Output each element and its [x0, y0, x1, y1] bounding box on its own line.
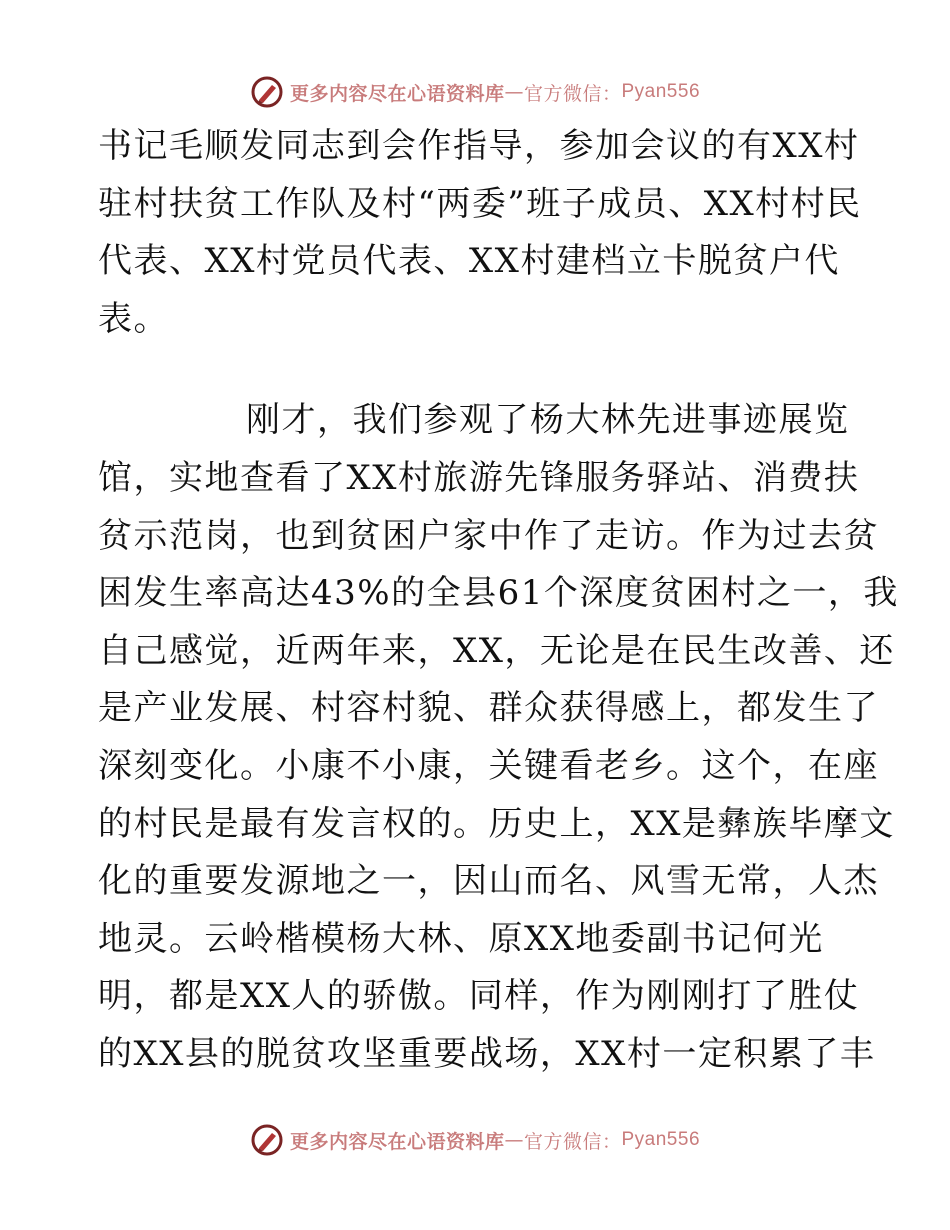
- text-line: 困发生率高达43%的全县61个深度贫困村之一，我: [98, 573, 899, 614]
- paragraph-spacer: [98, 348, 868, 392]
- text-line: 深刻变化。小康不小康，关键看老乡。这个，在座: [98, 745, 879, 786]
- banner-main-text: 更多内容尽在心语资料库: [289, 1130, 505, 1153]
- text-line: 是产业发展、村容村貌、群众获得感上，都发生了: [98, 688, 879, 729]
- banner-dash: —: [504, 81, 524, 103]
- text-line: 表。: [98, 298, 169, 339]
- banner-wechat-label: 官方微信：: [523, 82, 622, 105]
- document-body: [98, 118, 899, 1084]
- banner-wechat-id: Pyan556: [621, 81, 701, 102]
- text-line: 自己感觉，近两年来，XX，无论是在民生改善、还: [98, 630, 895, 671]
- banner-wechat-id: Pyan556: [621, 1129, 701, 1150]
- text-line: 化的重要发源地之一，因山而名、风雪无常，人杰: [98, 861, 879, 902]
- pen-circle-logo-icon: [250, 1123, 284, 1157]
- text-line: 明，都是XX人的骄傲。同样，作为刚刚打了胜仗: [98, 976, 860, 1017]
- text-line: 书记毛顺发同志到会作指导，参加会议的有XX村: [98, 126, 860, 166]
- paragraph-2: [98, 392, 899, 1083]
- footer-watermark-banner: [0, 1120, 950, 1160]
- banner-dash: —: [504, 1129, 524, 1151]
- text-line: 馆，实地查看了XX村旅游先锋服务驿站、消费扶: [98, 457, 860, 498]
- text-line: 贫示范岗，也到贫困户家中作了走访。作为过去贫: [98, 515, 879, 556]
- pen-circle-logo-icon: [250, 75, 284, 109]
- text-line: 刚才，我们参观了杨大林先进事迹展览: [246, 400, 850, 441]
- banner-wechat-label: 官方微信：: [523, 1130, 622, 1153]
- text-line: 的XX县的脱贫攻坚重要战场，XX村一定积累了丰: [98, 1033, 876, 1074]
- banner-main-text: 更多内容尽在心语资料库: [289, 82, 505, 105]
- text-line: 地灵。云岭楷模杨大林、原XX地委副书记何光: [98, 918, 824, 959]
- text-line: 代表、XX村党员代表、XX村建档立卡脱贫户代: [98, 241, 840, 282]
- text-line: 驻村扶贫工作队及村“两委”班子成员、XX村村民: [98, 183, 862, 224]
- paragraph-1: [98, 118, 868, 348]
- text-line: 的村民是最有发言权的。历史上，XX是彝族毕摩文: [98, 803, 895, 844]
- header-watermark-banner: [0, 72, 950, 112]
